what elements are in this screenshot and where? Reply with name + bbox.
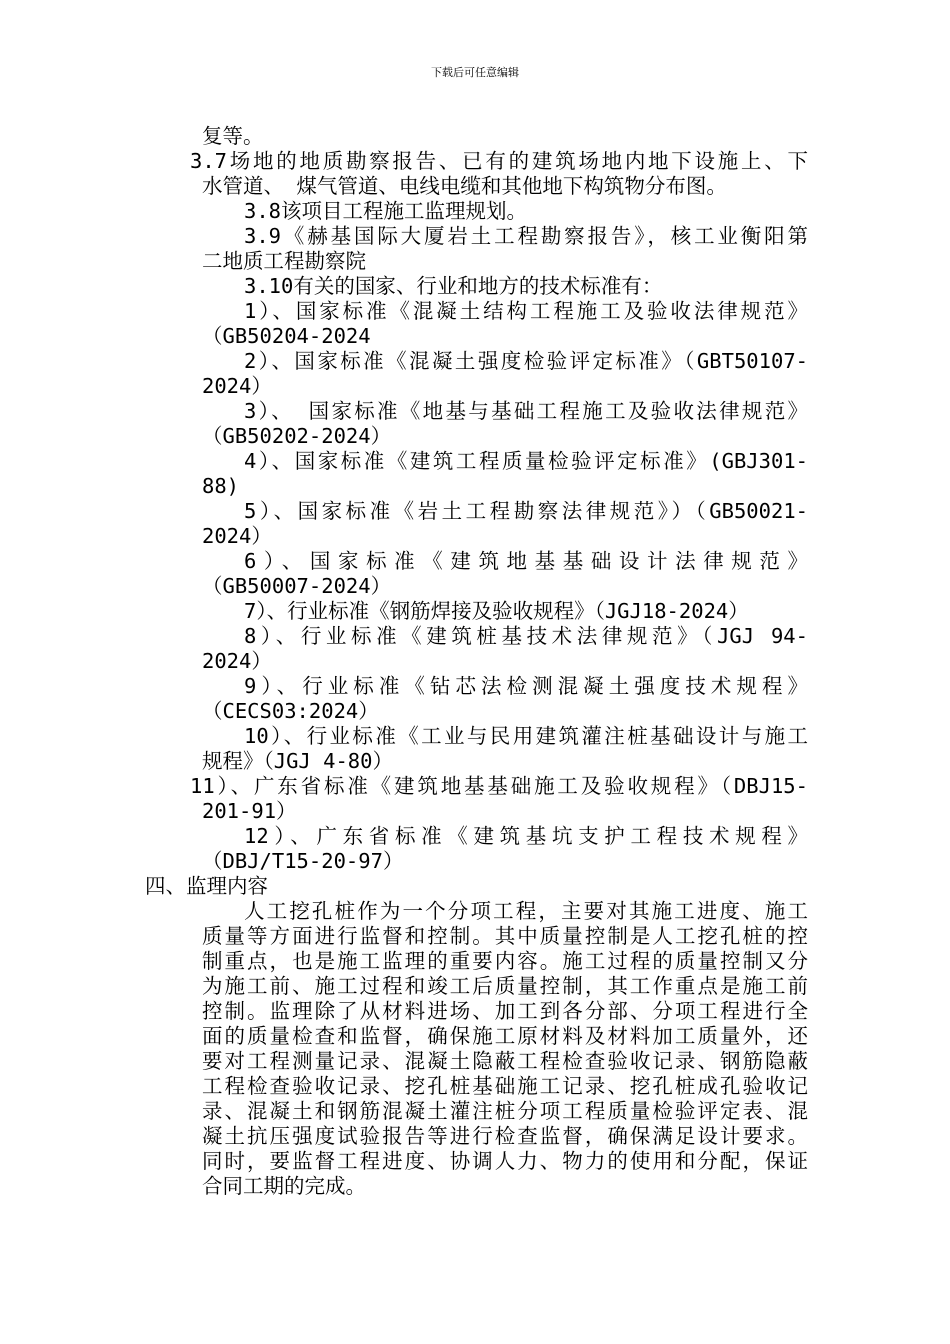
text-line: （GB50007-2024） [202, 574, 392, 598]
text-line: （GB50204-2024 [202, 324, 371, 348]
text-line: 3.8该项目工程施工监理规划。 [244, 199, 528, 223]
paragraph-line: 为施工前、施工过程和竣工后质量控制，其工作重点是施工前 [202, 974, 808, 998]
text-line: 二地质工程勘察院 [202, 249, 366, 273]
text-line: 3.9《赫基国际大厦岩土工程勘察报告》，核工业衡阳第 [244, 224, 808, 248]
text-line: 2）、国家标准《混凝土强度检验评定标准》（GBT50107- [244, 349, 808, 373]
text-line: 10）、行业标准《工业与民用建筑灌注桩基础设计与施工 [244, 724, 808, 748]
text-line: 规程》（JGJ 4-80） [202, 749, 393, 773]
text-line: 3.10有关的国家、行业和地方的技术标准有： [244, 274, 663, 298]
paragraph-line: 录、混凝土和钢筋混凝土灌注桩分项工程质量检验评定表、混 [202, 1099, 808, 1123]
text-line: 6）、国家标准《建筑地基基础设计法律规范》 [244, 549, 808, 573]
text-line: 复等。 [202, 124, 264, 148]
text-line: 8）、行业标准《建筑桩基技术法律规范》（JGJ 94- [244, 624, 808, 648]
text-line: 88) [202, 474, 240, 498]
paragraph-line: 制重点，也是施工监理的重要内容。施工过程的质量控制又分 [202, 949, 808, 973]
text-line: 9）、行业标准《钻芯法检测混凝土强度技术规程》 [244, 674, 808, 698]
page-header: 下载后可任意编辑 [431, 66, 519, 79]
paragraph-line: 要对工程测量记录、混凝土隐蔽工程检查验收记录、钢筋隐蔽 [202, 1049, 808, 1073]
text-line: 7）、行业标准《钢筋焊接及验收规程》（JGJ18-2024） [244, 599, 749, 623]
text-line: 2024） [202, 524, 272, 548]
text-line: 5）、国家标准《岩土工程勘察法律规范》）（GB50021- [244, 499, 808, 523]
paragraph-line: 质量等方面进行监督和控制。其中质量控制是人工挖孔桩的控 [202, 924, 808, 948]
paragraph-line: 面的质量检查和监督，确保施工原材料及材料加工质量外，还 [202, 1024, 808, 1048]
text-line: 201-91） [202, 799, 297, 823]
text-line: 1）、国家标准《混凝土结构工程施工及验收法律规范》 [244, 299, 808, 323]
paragraph-line: 凝土抗压强度试验报告等进行检查监督，确保满足设计要求。 [202, 1124, 808, 1148]
section-heading: 四、监理内容 [145, 874, 268, 898]
text-line: 4）、国家标准《建筑工程质量检验评定标准》(GBJ301- [244, 449, 808, 473]
text-line: （CECS03:2024） [202, 699, 379, 723]
paragraph-line: 合同工期的完成。 [202, 1174, 366, 1198]
text-line: 11）、广东省标准《建筑地基基础施工及验收规程》（DBJ15- [190, 774, 808, 798]
text-line: 12）、广东省标准《建筑基坑支护工程技术规程》 [244, 824, 808, 848]
text-line: 3）、 国家标准《地基与基础工程施工及验收法律规范》 [244, 399, 808, 423]
text-line: 2024） [202, 374, 272, 398]
text-line: 2024） [202, 649, 272, 673]
paragraph-line: 工程检查验收记录、挖孔桩基础施工记录、挖孔桩成孔验收记 [202, 1074, 808, 1098]
text-line: 水管道、 煤气管道、电线电缆和其他地下构筑物分布图。 [202, 174, 727, 198]
text-line: （GB50202-2024） [202, 424, 392, 448]
paragraph-line: 人工挖孔桩作为一个分项工程，主要对其施工进度、施工 [244, 899, 808, 923]
text-line: 3.7场地的地质勘察报告、已有的建筑场地内地下设施上、下 [190, 149, 808, 173]
paragraph-line: 控制。监理除了从材料进场、加工到各分部、分项工程进行全 [202, 999, 808, 1023]
text-line: （DBJ/T15-20-97） [202, 849, 404, 873]
paragraph-line: 同时，要监督工程进度、协调人力、物力的使用和分配，保证 [202, 1149, 808, 1173]
